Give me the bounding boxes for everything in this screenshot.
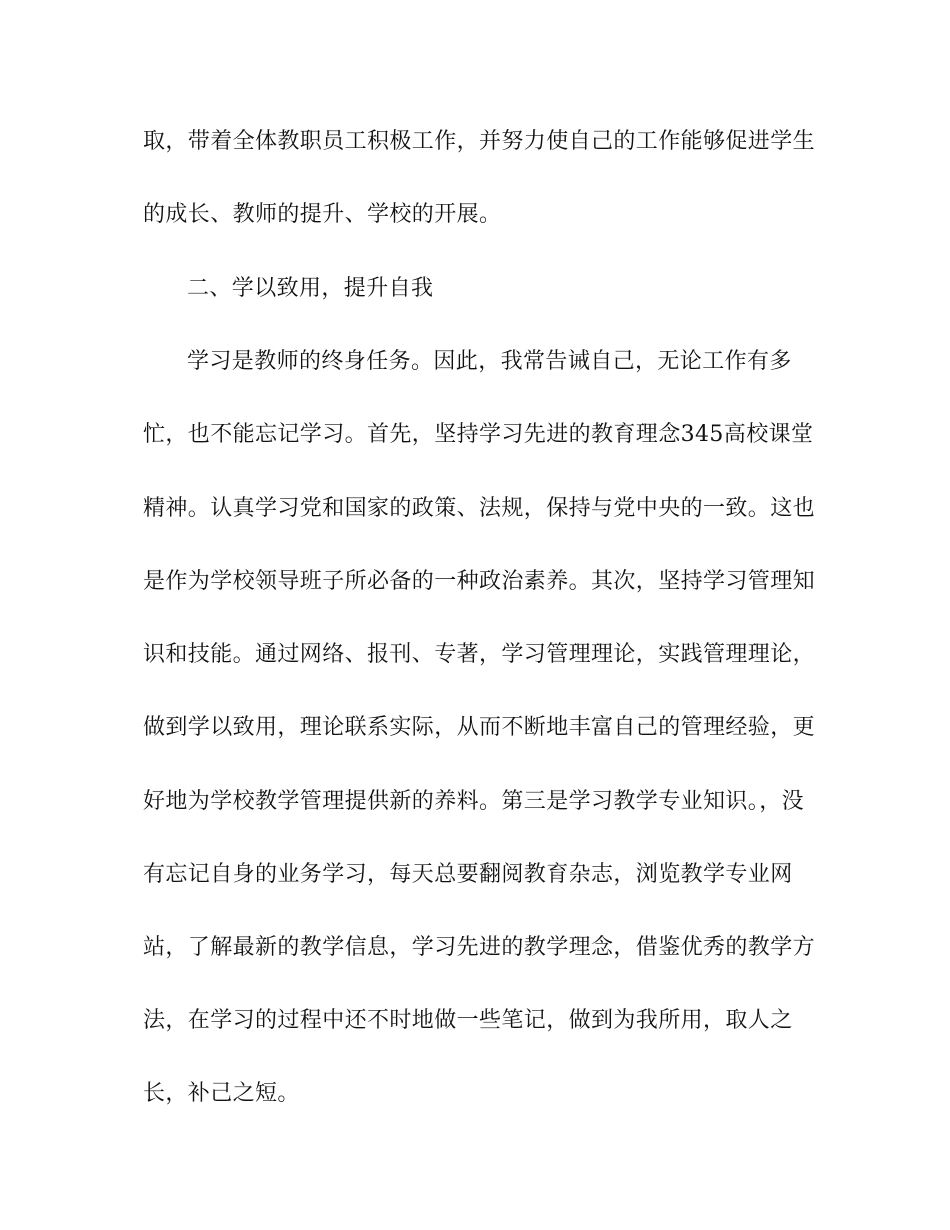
paragraph-line: 学习是教师的终身任务。因此，我常告诫自己，无论工作有多 bbox=[187, 349, 792, 374]
paragraph-line: 精神。认真学习党和国家的政策、法规，保持与党中央的一致。这也 bbox=[143, 496, 816, 521]
paragraph-line: 好地为学校教学管理提供新的养料。第三是学习教学专业知识。，没 bbox=[143, 789, 805, 814]
paragraph-line: 有忘记自身的业务学习，每天总要翻阅教育杂志，浏览教学专业网 bbox=[143, 862, 793, 887]
paragraph-line: 忙，也不能忘记学习。首先，坚持学习先进的教育理念345高校课堂 bbox=[143, 422, 814, 447]
paragraph-line: 长，补己之短。 bbox=[143, 1081, 300, 1106]
section-heading: 二、学以致用，提升自我 bbox=[187, 276, 434, 301]
paragraph-line: 的成长、教师的提升、学校的开展。 bbox=[143, 202, 502, 227]
paragraph-line: 识和技能。通过网络、报刊、专著，学习管理理论，实践管理理论， bbox=[143, 642, 816, 667]
paragraph-line: 法，在学习的过程中还不时地做一些笔记，做到为我所用，取人之 bbox=[143, 1008, 793, 1033]
paragraph-line: 做到学以致用，理论联系实际，从而不断地丰富自己的管理经验，更 bbox=[143, 715, 816, 740]
paragraph-line: 是作为学校领导班子所必备的一种政治素养。其次，坚持学习管理知 bbox=[143, 569, 816, 594]
paragraph-line: 取，带着全体教职员工积极工作，并努力使自己的工作能够促进学生 bbox=[143, 129, 816, 154]
paragraph-line: 站，了解最新的教学信息，学习先进的教学理念，借鉴优秀的教学方 bbox=[143, 935, 816, 960]
